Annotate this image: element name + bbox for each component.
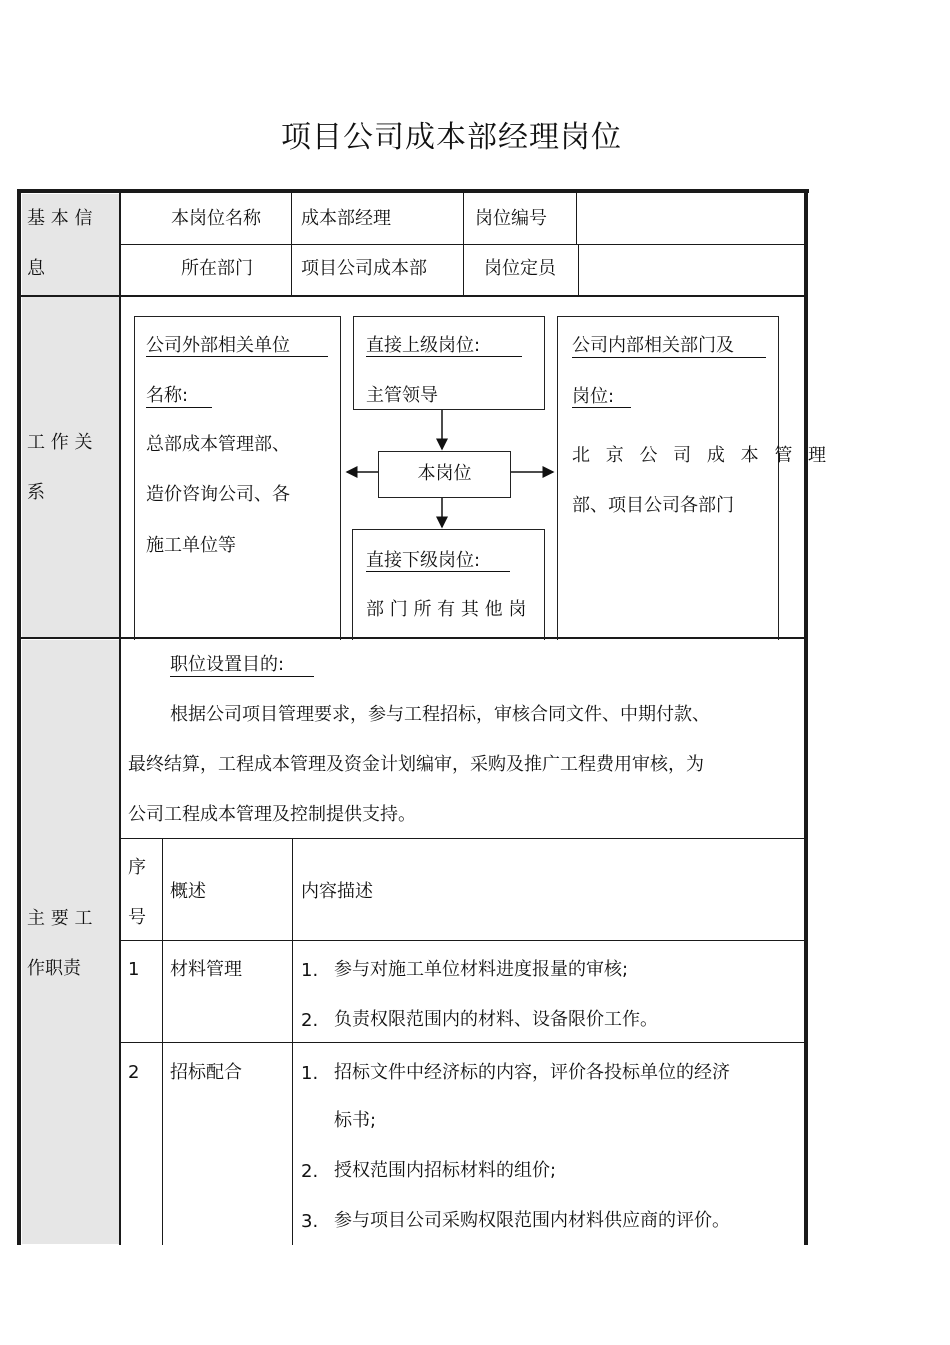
duties-label-1: 主 要 工 <box>27 908 93 929</box>
duties-col-2 <box>292 839 293 1245</box>
internal-title: 公司内部相关部门及 <box>572 335 734 356</box>
internal-line-1: 北 京 公 司 成 本 管 理 <box>572 445 832 466</box>
duties-label-2: 作职责 <box>27 958 81 979</box>
row-1-summary: 材料管理 <box>170 959 242 980</box>
header-no-2: 号 <box>128 907 146 928</box>
row-2-item-1-num: 1. <box>301 1063 319 1084</box>
row-2-item-1-cont: 标书; <box>334 1110 377 1131</box>
external-title: 公司外部相关单位 <box>146 335 290 356</box>
post-code-label: 岗位编号 <box>475 208 547 229</box>
duties-header-bottom <box>121 940 804 941</box>
external-line-3: 施工单位等 <box>146 535 236 556</box>
purpose-line-1: 根据公司项目管理要求，参与工程招标，审核合同文件、中期付款、 <box>170 704 710 725</box>
row-2-item-2-text: 授权范围内招标材料的组价; <box>334 1160 557 1181</box>
header-desc: 内容描述 <box>301 881 373 902</box>
purpose-line-2: 最终结算，工程成本管理及资金计划编审，采购及推广工程费用审核，为 <box>128 754 704 775</box>
row-2-item-2-num: 2. <box>301 1161 319 1182</box>
external-name-label: 名称: <box>146 385 189 406</box>
external-line-1: 总部成本管理部、 <box>146 434 290 455</box>
duties-row-divider <box>121 1042 804 1043</box>
purpose-title: 职位设置目的: <box>170 654 285 675</box>
subordinate-value: 部 门 所 有 其 他 岗 <box>366 599 527 620</box>
purpose-title-underline <box>170 676 314 677</box>
duties-header-top <box>121 838 804 839</box>
row-2-no: 2 <box>128 1062 140 1083</box>
relations-label-1: 工 作 关 <box>27 432 93 453</box>
row-2-item-3-text: 参与项目公司采购权限范围内材料供应商的评价。 <box>334 1210 730 1231</box>
row-1-no: 1 <box>128 959 140 980</box>
internal-post-label: 岗位: <box>572 386 615 407</box>
internal-line-2: 部、项目公司各部门 <box>572 495 734 516</box>
relations-label-2: 系 <box>27 482 45 503</box>
row-1-item-1-num: 1. <box>301 960 319 981</box>
label-bg-duties <box>22 640 119 1244</box>
external-line-2: 造价咨询公司、各 <box>146 484 290 505</box>
page-title: 项目公司成本部经理岗位 <box>281 120 622 155</box>
superior-title: 直接上级岗位: <box>366 335 481 356</box>
self-post-label: 本岗位 <box>417 463 472 484</box>
subordinate-title: 直接下级岗位: <box>366 550 481 571</box>
superior-value: 主管领导 <box>366 385 438 406</box>
header-summary: 概述 <box>170 881 206 902</box>
header-no-1: 序 <box>128 857 146 878</box>
purpose-line-3: 公司工程成本管理及控制提供支持。 <box>128 804 416 825</box>
row-1-item-1-text: 参与对施工单位材料进度报量的审核; <box>334 959 629 980</box>
post-name-label: 本岗位名称 <box>171 208 261 229</box>
duties-col-1 <box>162 839 163 1245</box>
row-2-summary: 招标配合 <box>170 1062 242 1083</box>
dept-label: 所在部门 <box>181 258 253 279</box>
basic-label-2: 息 <box>27 258 45 279</box>
dept-value: 项目公司成本部 <box>301 258 427 279</box>
row-2-item-3-num: 3. <box>301 1211 319 1232</box>
quota-label: 岗位定员 <box>484 258 556 279</box>
row-2-item-1-text: 招标文件中经济标的内容，评价各投标单位的经济 <box>334 1062 730 1083</box>
row-1-item-2-text: 负责权限范围内的材料、设备限价工作。 <box>334 1009 658 1030</box>
basic-label-1: 基 本 信 <box>27 208 93 229</box>
row-1-item-2-num: 2. <box>301 1010 319 1031</box>
post-name-value: 成本部经理 <box>301 208 391 229</box>
